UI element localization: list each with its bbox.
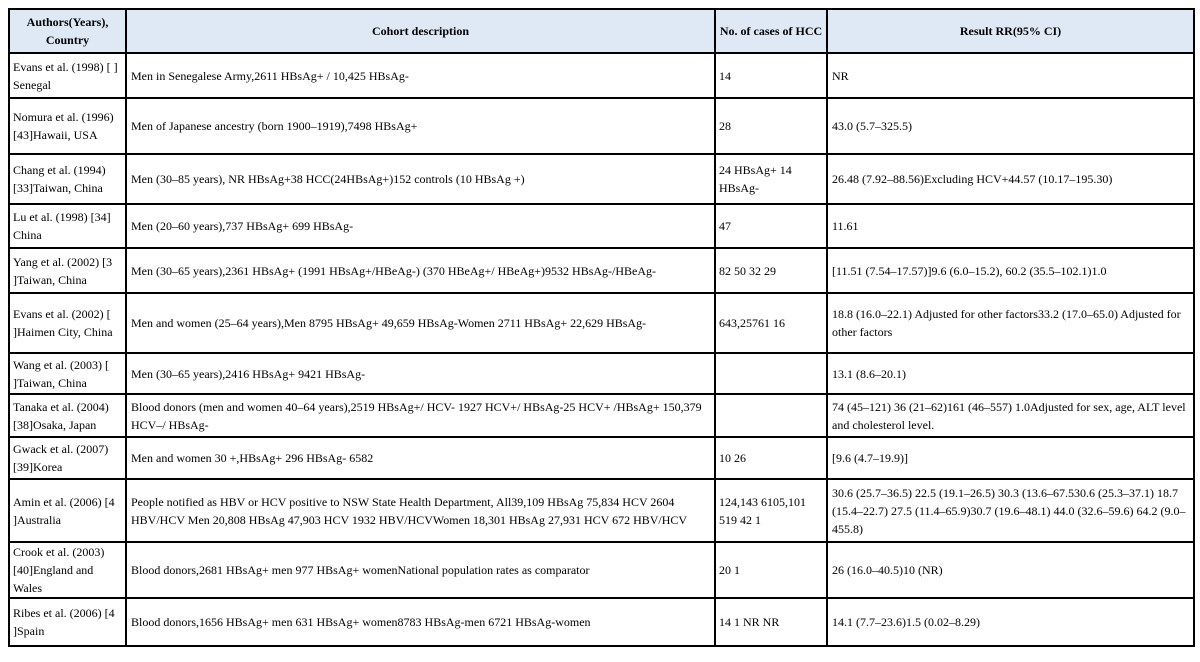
cell-author: Tanaka et al. (2004) [38]Osaka, Japan (9, 394, 126, 437)
cell-description: Men (30–65 years),2361 HBsAg+ (1991 HBsAg+/HBeAg-) (370 HBeAg+/ HBeAg+)9532 HBsAg-/HBeAg- (126, 248, 715, 293)
cell-description: Men (30–65 years),2416 HBsAg+ 9421 HBsAg- (126, 353, 715, 394)
table-row (9, 437, 1194, 479)
cell-author: Evans et al. (1998) [ ] Senegal (9, 53, 126, 98)
cell-result: 18.8 (16.0–22.1) Adjusted for other factors33.2 (17.0–65.0) Adjusted for other factors (827, 293, 1194, 353)
cell-description: Men and women 30 +,HBsAg+ 296 HBsAg- 6582 (126, 437, 715, 479)
header-result: Result RR(95% CI) (827, 9, 1194, 53)
cell-result: 14.1 (7.7–23.6)1.5 (0.02–8.29) (827, 598, 1194, 646)
cell-cases: 82 50 32 29 (715, 248, 827, 293)
table-row (9, 394, 1194, 437)
cell-description: Men of Japanese ancestry (born 1900–1919),7498 HBsAg+ (126, 98, 715, 154)
table-row (9, 154, 1194, 204)
table-row (9, 204, 1194, 248)
cell-author: Gwack et al. (2007) [39]Korea (9, 437, 126, 479)
cell-cases: 28 (715, 98, 827, 154)
cell-description: Blood donors (men and women 40–64 years),2519 HBsAg+/ HCV- 1927 HCV+/ HBsAg-25 HCV+ /HBsAg+ 150,379 HCV–/ HBsAg- (126, 394, 715, 437)
table-row (9, 353, 1194, 394)
cell-result: [9.6 (4.7–19.9)] (827, 437, 1194, 479)
cell-cases (715, 394, 827, 437)
cell-author: Chang et al. (1994) [33]Taiwan, China (9, 154, 126, 204)
cell-result: 13.1 (8.6–20.1) (827, 353, 1194, 394)
cell-author: Evans et al. (2002) [ ]Haimen City, China (9, 293, 126, 353)
header-row (9, 9, 1194, 53)
table-row (9, 53, 1194, 98)
cell-author: Yang et al. (2002) [3 ]Taiwan, China (9, 248, 126, 293)
hcc-cohort-table-container (8, 8, 1193, 647)
cell-author: Ribes et al. (2006) [4 ]Spain (9, 598, 126, 646)
cell-description: Men (30–85 years), NR HBsAg+38 HCC(24HBsAg+)152 controls (10 HBsAg +) (126, 154, 715, 204)
cell-cases: 47 (715, 204, 827, 248)
cell-result: 74 (45–121) 36 (21–62)161 (46–557) 1.0Adjusted for sex, age, ALT level and cholesterol level. (827, 394, 1194, 437)
cell-cases: 20 1 (715, 542, 827, 598)
table-row (9, 293, 1194, 353)
cell-cases: 24 HBsAg+ 14 HBsAg- (715, 154, 827, 204)
cell-description: Blood donors,1656 HBsAg+ men 631 HBsAg+ women8783 HBsAg-men 6721 HBsAg-women (126, 598, 715, 646)
cell-cases (715, 353, 827, 394)
cell-cases: 14 1 NR NR (715, 598, 827, 646)
cell-description: Blood donors,2681 HBsAg+ men 977 HBsAg+ womenNational population rates as comparator (126, 542, 715, 598)
cell-result: 30.6 (25.7–36.5) 22.5 (19.1–26.5) 30.3 (13.6–67.530.6 (25.3–37.1) 18.7 (15.4–22.7) 27.5 (11.4–65.9)30.7 (19.6–48.1) 44.0 (32.6–59.6) 64.2 (9.0–455.8) (827, 479, 1194, 542)
table-row (9, 598, 1194, 646)
cell-result: NR (827, 53, 1194, 98)
cell-description: Men (20–60 years),737 HBsAg+ 699 HBsAg- (126, 204, 715, 248)
table-row (9, 479, 1194, 542)
table-row (9, 98, 1194, 154)
cell-result: 26 (16.0–40.5)10 (NR) (827, 542, 1194, 598)
header-cohort-description: Cohort description (126, 9, 715, 53)
cell-cases: 124,143 6105,101 519 42 1 (715, 479, 827, 542)
cell-cases: 14 (715, 53, 827, 98)
header-authors: Authors(Years), Country (9, 9, 126, 53)
hcc-cohort-table (8, 8, 1195, 647)
cell-result: 11.61 (827, 204, 1194, 248)
cell-cases: 643,25761 16 (715, 293, 827, 353)
cell-description: Men in Senegalese Army,2611 HBsAg+ / 10,425 HBsAg- (126, 53, 715, 98)
table-row (9, 248, 1194, 293)
cell-result: 43.0 (5.7–325.5) (827, 98, 1194, 154)
cell-description: People notified as HBV or HCV positive to NSW State Health Department, All39,109 HBsAg 75,834 HCV 2604 HBV/HCV Men 20,808 HBsAg 47,903 HCV 1932 HBV/HCVWomen 18,301 HBsAg 27,931 HCV 672 HBV/HCV (126, 479, 715, 542)
cell-cases: 10 26 (715, 437, 827, 479)
cell-description: Men and women (25–64 years),Men 8795 HBsAg+ 49,659 HBsAg-Women 2711 HBsAg+ 22,629 HBsAg- (126, 293, 715, 353)
cell-result: [11.51 (7.54–17.57)]9.6 (6.0–15.2), 60.2 (35.5–102.1)1.0 (827, 248, 1194, 293)
header-cases: No. of cases of HCC (715, 9, 827, 53)
cell-author: Crook et al. (2003) [40]England and Wales (9, 542, 126, 598)
cell-result: 26.48 (7.92–88.56)Excluding HCV+44.57 (10.17–195.30) (827, 154, 1194, 204)
table-row (9, 542, 1194, 598)
cell-author: Wang et al. (2003) [ ]Taiwan, China (9, 353, 126, 394)
cell-author: Amin et al. (2006) [4 ]Australia (9, 479, 126, 542)
cell-author: Lu et al. (1998) [34] China (9, 204, 126, 248)
cell-author: Nomura et al. (1996) [43]Hawaii, USA (9, 98, 126, 154)
